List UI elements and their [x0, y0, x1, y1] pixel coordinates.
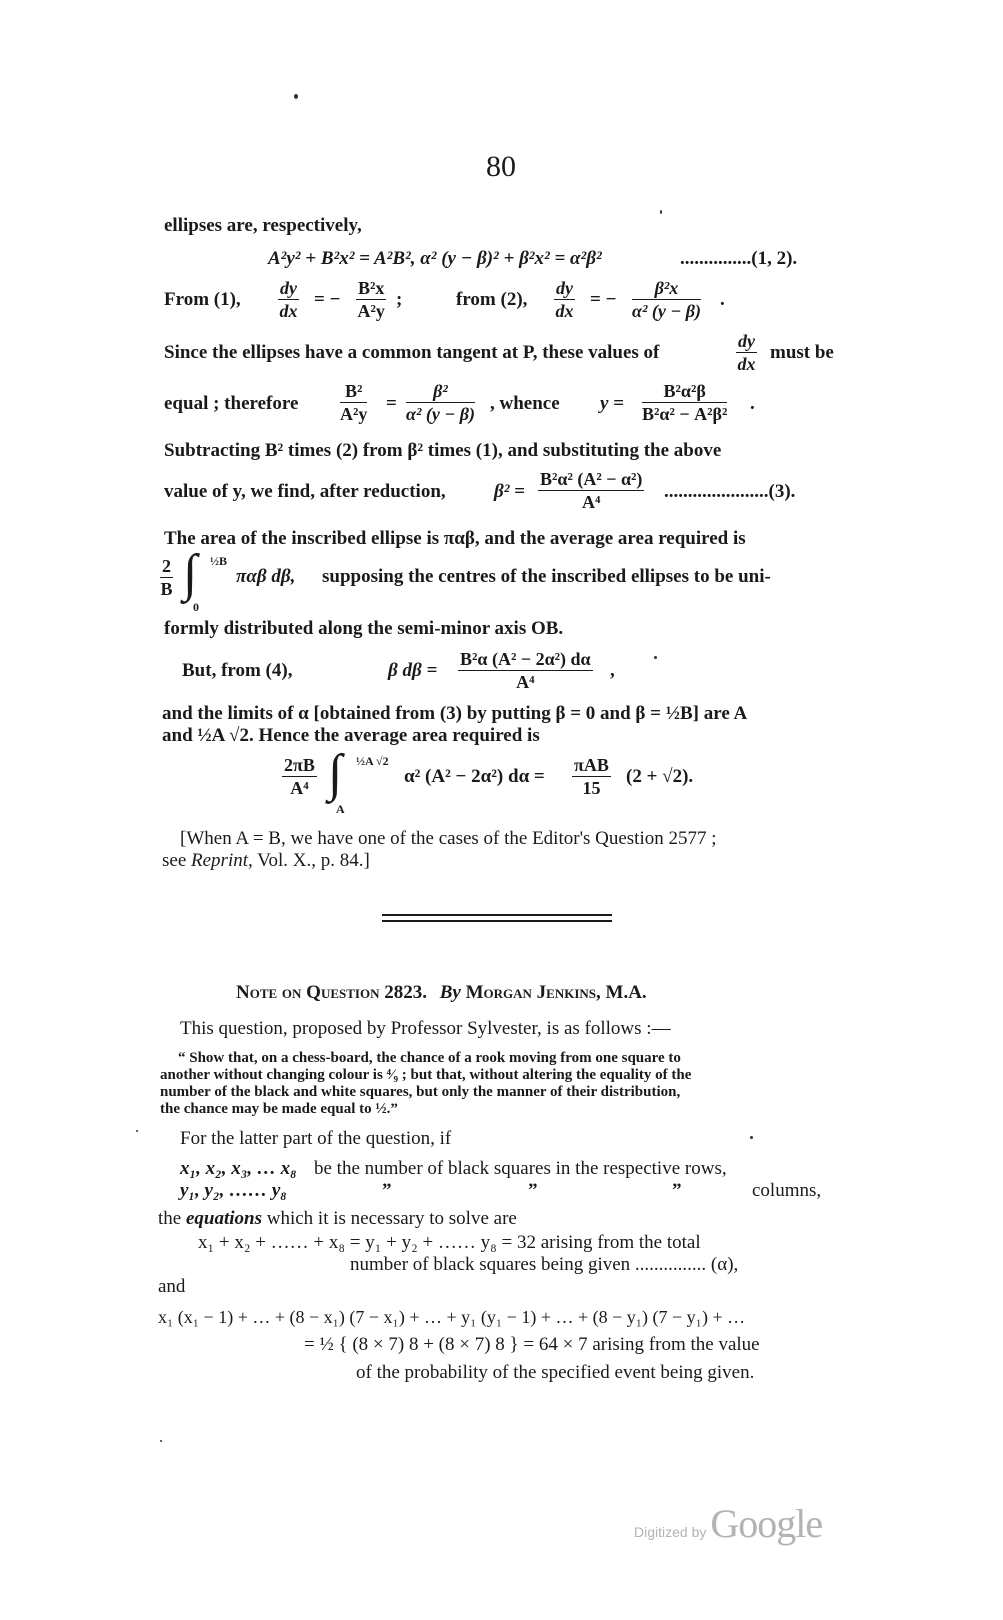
ditto-mark: ” [382, 1180, 392, 1201]
column-variables: y₁, y₂, …… y₈ [180, 1180, 287, 1201]
fraction-piAB-15 [572, 755, 611, 798]
text-line: equal ; therefore [164, 393, 299, 414]
fraction-denominator: 15 [582, 778, 601, 798]
fraction-denominator: A²y [340, 404, 368, 424]
equation-beta-line2: = ½ { (8 × 7) 8 + (8 × 7) 8 } = 64 × 7 arising from the value [304, 1334, 760, 1355]
fraction-b2x-a2y [356, 278, 386, 321]
quote-line: number of the black and white squares, but only the manner of their distribution, [160, 1084, 681, 1100]
fraction-denominator: α² (y − β) [406, 404, 475, 424]
y-equals: y = [600, 393, 625, 414]
section-heading [236, 982, 647, 1004]
ink-speck [136, 1130, 138, 1132]
beta2-equals: β² = [494, 481, 526, 502]
quote-line: “ Show that, on a chess-board, the chance of a rook moving from one square to [178, 1050, 681, 1066]
text-line: Since the ellipses have a common tangent at P, these values of [164, 342, 660, 363]
fraction-denominator: A⁴ [582, 492, 601, 512]
text-line: ellipses are, respectively, [164, 215, 362, 236]
ink-speck [160, 1440, 162, 1442]
integral-sign: ∫ [183, 545, 198, 602]
equation-ellipses: A²y² + B²x² = A²B², α² (y − β)² + β²x² = α²β² [268, 248, 602, 269]
fraction-denominator: dx [737, 354, 756, 374]
equation-beta-line3: of the probability of the specified event being given. [356, 1362, 755, 1383]
text-line: For the latter part of the question, if [180, 1128, 452, 1149]
equation-ref: ......................(3). [664, 481, 796, 502]
text-line: The area of the inscribed ellipse is παβ, and the average area required is [164, 528, 746, 549]
integral-upper-limit: ½B [210, 554, 228, 568]
integrand: παβ dβ, [236, 566, 296, 587]
ink-speck [294, 94, 298, 99]
google-logo: Google [710, 1501, 823, 1546]
text-the: the [158, 1208, 186, 1229]
fraction-denominator: A⁴ [290, 778, 309, 798]
text-whence: , whence [490, 393, 560, 414]
ink-speck [660, 210, 662, 214]
fraction-numerator: dy [738, 331, 755, 351]
equation-ref: ...............(1, 2). [680, 248, 798, 269]
fraction-beta-dbeta [458, 649, 593, 692]
digitized-by-watermark [634, 1500, 822, 1547]
result-tail: (2 + √2). [626, 766, 694, 787]
ditto-mark: ” [528, 1180, 538, 1201]
fraction-beta2-solution [538, 469, 644, 512]
text-from-1: From (1), [164, 289, 241, 310]
text-line: and the limits of α [obtained from (3) by putting β = 0 and β = ½B] are A [162, 703, 748, 724]
fraction-numerator: B²α² (A² − α²) [540, 469, 643, 489]
text-line: formly distributed along the semi-minor axis OB. [164, 618, 564, 639]
semicolon: ; [396, 289, 403, 310]
fraction-b2-a2y [340, 381, 367, 424]
fraction-denominator: A²y [357, 301, 385, 321]
fraction-beta2x [632, 278, 701, 321]
fraction-dy-dx [736, 331, 757, 374]
fraction-numerator: πAB [574, 755, 609, 775]
integrand: α² (A² − 2α²) dα = [404, 766, 545, 787]
heading-author: Morgan Jenkins, M.A. [465, 982, 647, 1003]
row-variables: x₁, x₂, x₃, … x₈ [180, 1158, 297, 1179]
fraction-numerator: 2πB [284, 755, 315, 775]
text-line: This question, proposed by Professor Sylvester, is as follows :— [180, 1018, 671, 1039]
editorial-note-cont [162, 850, 370, 872]
quote-line: the chance may be made equal to ½.” [160, 1101, 398, 1117]
fraction-y-solution [642, 381, 727, 424]
fraction-numerator: 2 [162, 556, 171, 576]
text-line: and ½A √2. Hence the average area required is [162, 725, 540, 746]
fraction-numerator: dy [280, 278, 297, 298]
text-line: columns, [752, 1180, 822, 1201]
period: . [750, 393, 755, 414]
text-line: be the number of black squares in the respective rows, [314, 1158, 727, 1179]
fraction-dy-dx [278, 278, 299, 321]
fraction-denominator: dx [555, 301, 574, 321]
fraction-beta2 [406, 381, 475, 424]
integral-upper-limit: ½A √2 [356, 754, 389, 768]
fraction-denominator: dx [279, 301, 298, 321]
fraction-denominator: B²α² − A²β² [642, 404, 728, 424]
text-line: value of y, we find, after reduction, [164, 481, 446, 502]
fraction-numerator: B²α²β [642, 381, 727, 403]
fraction-numerator: B²α (A² − 2α²) dα [460, 649, 591, 669]
text-volume: Vol. X., p. 84.] [252, 850, 370, 871]
fraction-denominator: B [160, 579, 173, 599]
ditto-mark: ” [672, 1180, 682, 1201]
text-reprint: Reprint, [191, 850, 253, 871]
beta-dbeta-equals: β dβ = [388, 660, 438, 681]
editorial-note: [When A = B, we have one of the cases of the Editor's Question 2577 ; [180, 828, 717, 849]
text-line: But, from (4), [182, 660, 293, 681]
section-divider-bottom [382, 920, 612, 922]
fraction-denominator: A⁴ [516, 672, 535, 692]
comma: , [610, 660, 615, 681]
fraction-numerator: β²x [632, 278, 701, 300]
text-line [158, 1208, 517, 1230]
equation-alpha-line1: x₁ + x₂ + …… + x₈ = y₁ + y₂ + …… y₈ = 32 arising from the total [198, 1232, 701, 1253]
text-line: Subtracting B² times (2) from β² times (1), and substituting the above [164, 440, 722, 461]
integral-lower-limit: A [336, 802, 345, 816]
ink-speck [750, 1136, 753, 1139]
heading-number: 2823. [384, 982, 427, 1003]
text-from-2: from (2), [456, 289, 528, 310]
fraction-dy-dx [554, 278, 575, 321]
equation-beta-line1: x₁ (x₁ − 1) + … + (8 − x₁) (7 − x₁) + … + y₁ (y₁ − 1) + … + (8 − y₁) (7 − y₁) + … [158, 1307, 746, 1327]
fraction-2piB-A4 [282, 755, 317, 798]
period: . [720, 289, 725, 310]
text-remainder: which it is necessary to solve are [262, 1208, 517, 1229]
page-number: 80 [486, 150, 516, 183]
text-line: supposing the centres of the inscribed ellipses to be uni- [322, 566, 771, 587]
text-and: and [158, 1276, 186, 1297]
equals: = [386, 393, 397, 414]
digitized-text: Digitized by [634, 1524, 707, 1540]
text-equations: equations [185, 1208, 262, 1229]
fraction-2-over-b [160, 556, 173, 599]
fraction-denominator: α² (y − β) [632, 301, 701, 321]
text-line: must be [770, 342, 834, 363]
heading-title: Note on Question [236, 982, 380, 1003]
integral-lower-limit: 0 [193, 600, 199, 614]
section-divider-top [382, 914, 612, 916]
heading-by: By [439, 982, 461, 1003]
fraction-numerator: B²x [358, 278, 385, 298]
fraction-numerator: dy [556, 278, 573, 298]
integral-sign: ∫ [328, 745, 343, 802]
equation-alpha-line2: number of black squares being given ............... (α), [350, 1254, 739, 1275]
fraction-numerator: β² [406, 381, 475, 403]
equals-minus: = − [590, 289, 617, 310]
quote-line: another without changing colour is ⁴⁄₉ ; but that, without altering the equality of the [160, 1067, 692, 1083]
ink-speck [654, 656, 657, 659]
equals-minus: = − [314, 289, 341, 310]
text-see: see [162, 850, 192, 871]
fraction-numerator: B² [340, 381, 367, 403]
